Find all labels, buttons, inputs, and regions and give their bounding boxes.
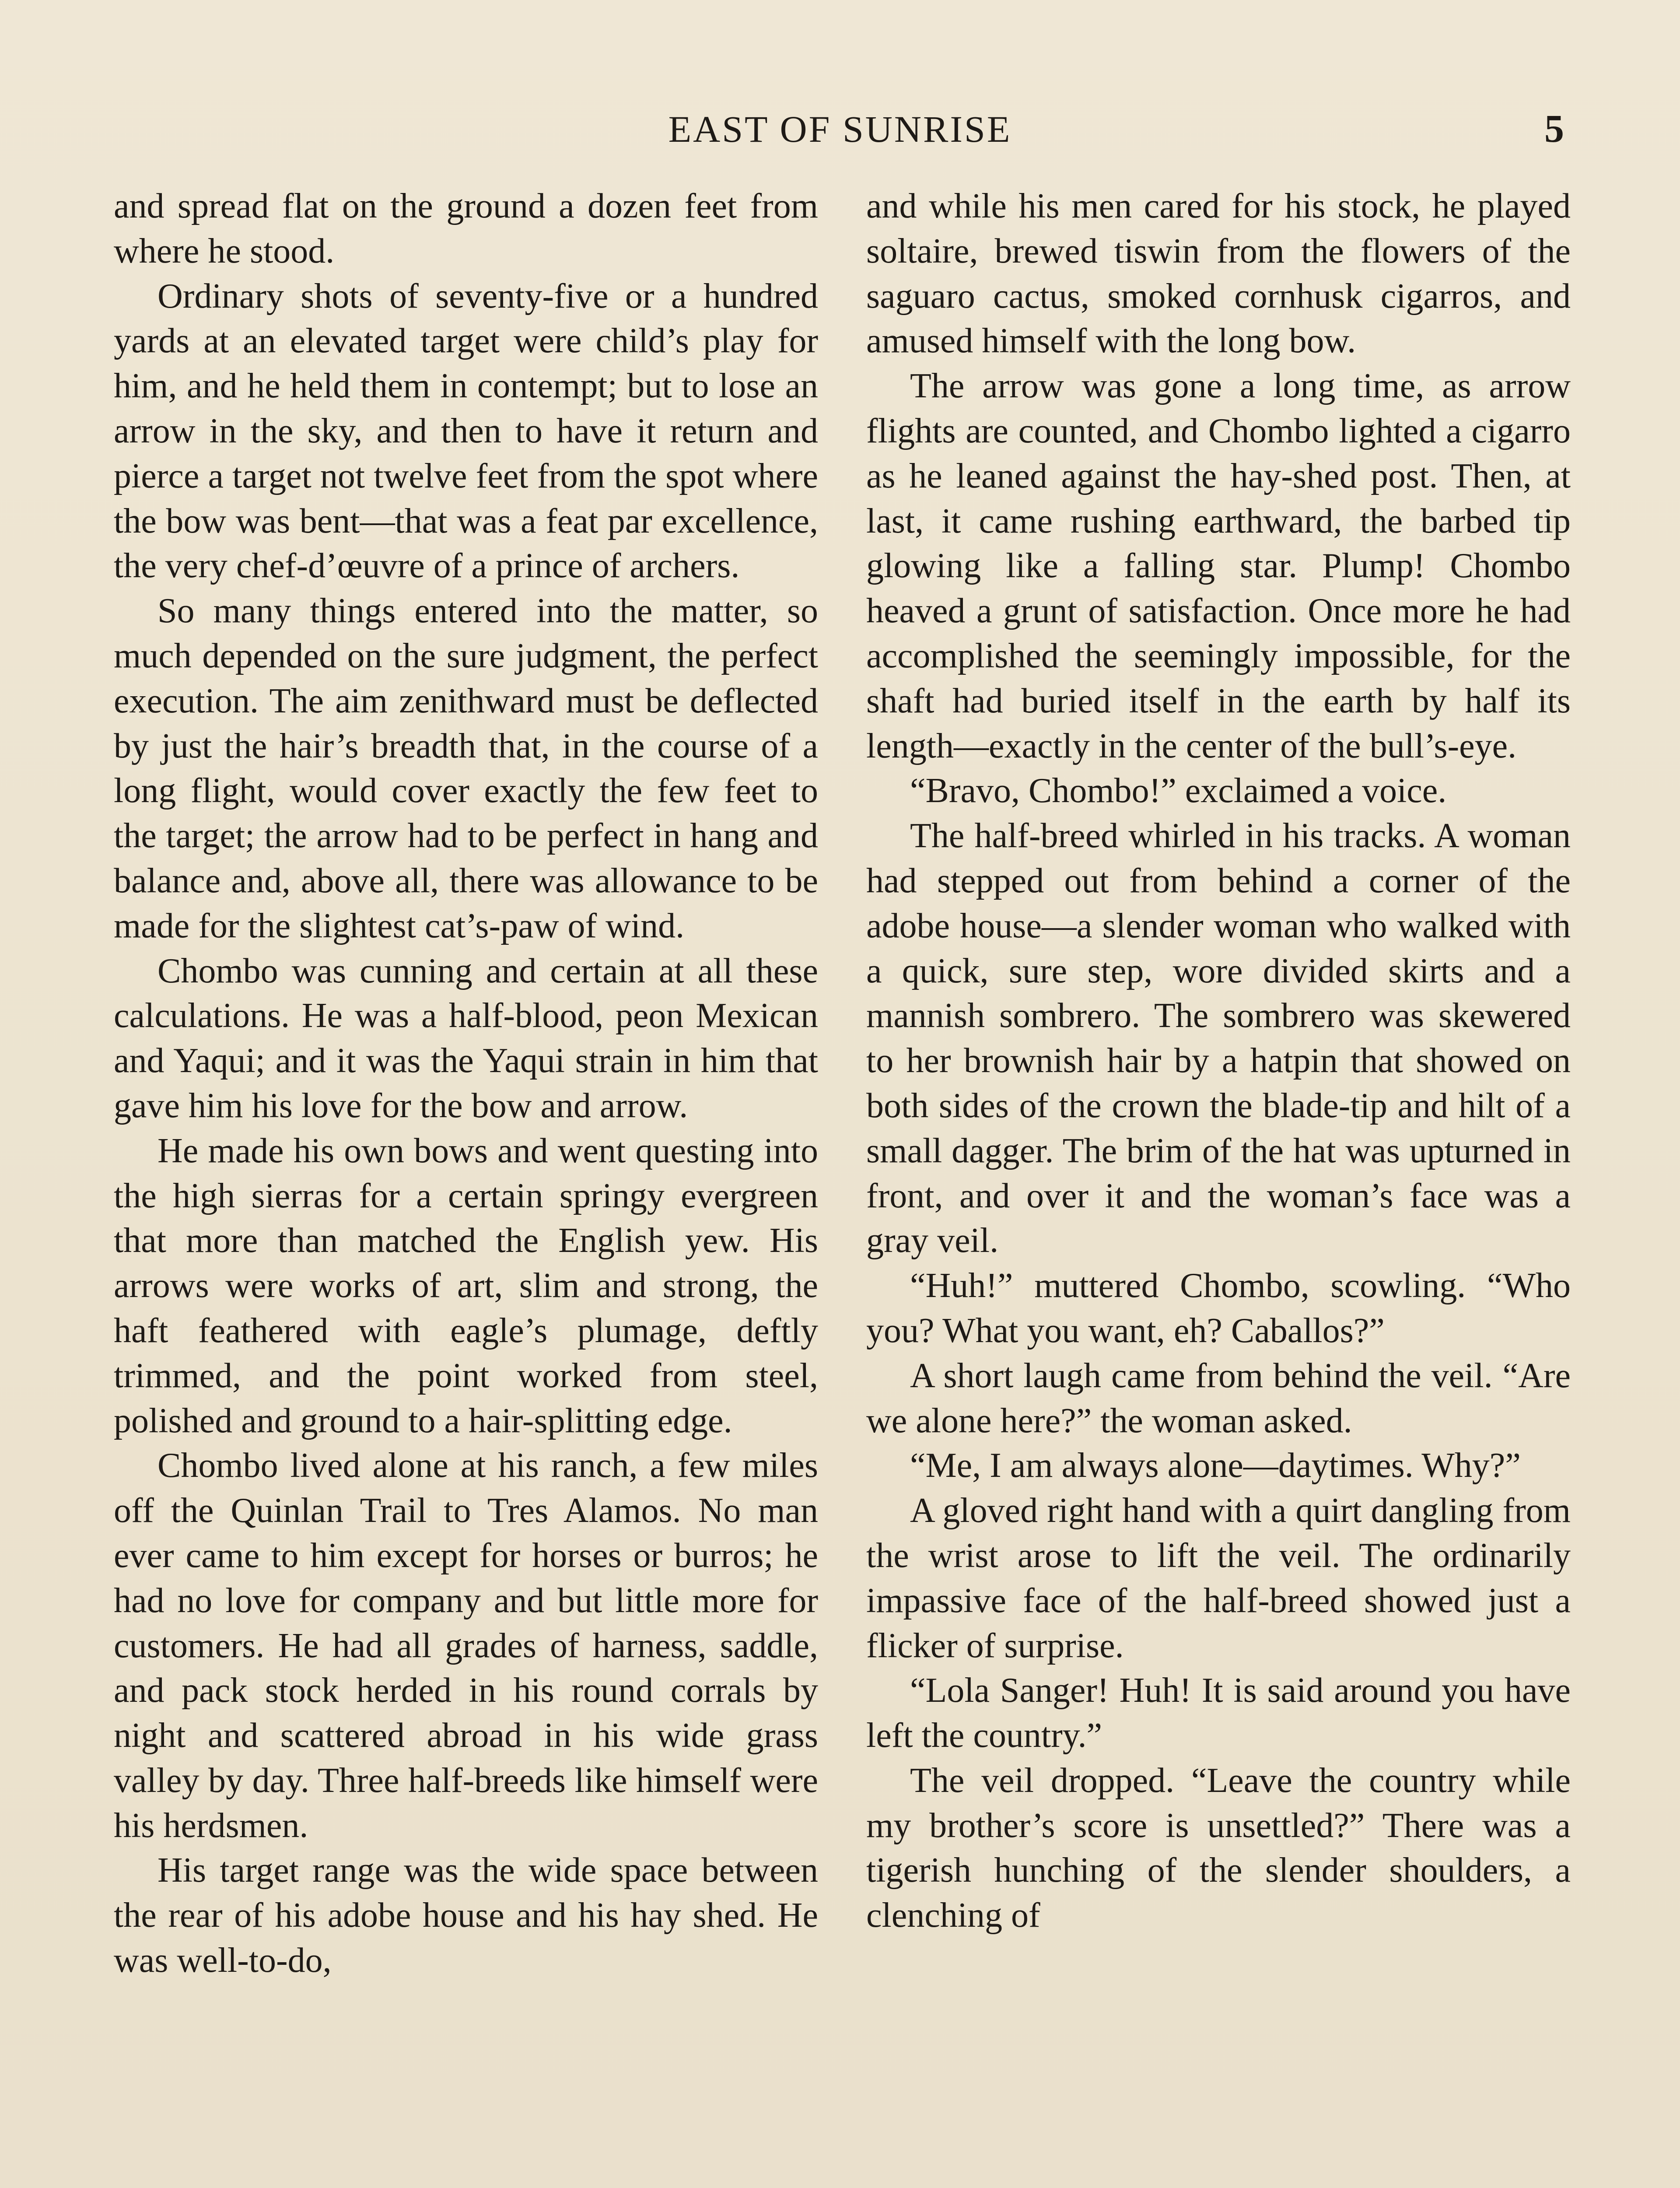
paragraph: A gloved right hand with a quirt dangling from the wrist arose to lift the veil. The ordinarily impassive face of the half-breed showed just a flicker of surprise. <box>866 1491 1571 1665</box>
paragraph: and while his men cared for his stock, he played soltaire, brewed tiswin from the flowers of the saguaro cactus, smoked cornhusk cigarros, and amused himself with the long bow. <box>866 187 1571 361</box>
page-number: 5 <box>1544 107 1564 151</box>
paragraph: A short laugh came from behind the veil. “Are we alone here?” the woman asked. <box>866 1356 1571 1440</box>
paragraph: So many things entered into the matter, so much depended on the sure judgment, the perfect execution. The aim zenithward must be deflected by just the hair’s breadth that, in the course of a long flight, would cover exactly the few feet to the target; the arrow had to be perfect in hang and balance and, above all, there was allowance to be made for the slightest cat’s-paw of wind. <box>114 592 818 945</box>
paragraph: “Huh!” muttered Chombo, scowling. “Who you? What you want, eh? Caballos?” <box>866 1266 1571 1350</box>
paragraph: The arrow was gone a long time, as arrow flights are counted, and Chombo lighted a cigarro as he leaned against the hay-shed post. Then, at last, it came rushing earthward, the barbed tip glowing like a falling star. Plump! Chombo heaved a grunt of satisfaction. Once more he had accomplished the seemingly impossible, for the shaft had buried itself in the earth by half its length—exactly in the center of the bull’s-eye. <box>866 367 1571 765</box>
running-title: EAST OF SUNRISE <box>668 108 1012 150</box>
paragraph: His target range was the wide space between the rear of his adobe house and his hay shed. He was well-to-do, <box>114 1851 818 1980</box>
paragraph: The half-breed whirled in his tracks. A woman had stepped out from behind a corner of the adobe house—a slender woman who walked with a quick, sure step, wore divided skirts and a mannish sombrero. The sombrero was skewered to her brownish hair by a hatpin that showed on both sides of the crown the blade-tip and hilt of a small dagger. The brim of the hat was upturned in front, and over it and the woman’s face was a gray veil. <box>866 817 1571 1260</box>
page-header <box>0 101 1680 158</box>
paragraph: “Me, I am always alone—daytimes. Why?” <box>910 1446 1521 1485</box>
paragraph: Chombo was cunning and certain at all these calculations. He was a half-blood, peon Mexican and Yaqui; and it was the Yaqui strain in him that gave him his love for the bow and arrow. <box>114 951 818 1125</box>
paragraph: “Lola Sanger! Huh! It is said around you have left the country.” <box>866 1671 1571 1755</box>
paragraph: Ordinary shots of seventy-five or a hundred yards at an elevated target were child’s play for him, and he held them in contempt; but to lose an arrow in the sky, and then to have it return and pierce a target not twelve feet from the spot where the bow was bent—that was a feat par excellence, the very chef-d’œuvre of a prince of archers. <box>114 277 818 586</box>
paragraph: and spread flat on the ground a dozen feet from where he stood. <box>114 187 818 270</box>
paragraph: He made his own bows and went questing into the high sierras for a certain springy evergreen that more than matched the English yew. His arrows were works of art, slim and strong, the haft feathered with eagle’s plumage, deftly trimmed, and the point worked from steel, polished and ground to a hair-splitting edge. <box>114 1131 818 1440</box>
left-column <box>114 184 818 1983</box>
paragraph: Chombo lived alone at his ranch, a few miles off the Quinlan Trail to Tres Alamos. No man ever came to him except for horses or burros; he had no love for company and but little more for customers. He had all grades of harness, saddle, and pack stock herded in his round corrals by night and scattered abroad in his wide grass valley by day. Three half-breeds like himself were his herdsmen. <box>114 1446 818 1845</box>
paragraph: The veil dropped. “Leave the country while my brother’s score is unsettled?” There was a tigerish hunching of the slender shoulders, a clenching of <box>866 1761 1571 1935</box>
right-column <box>866 184 1571 1938</box>
paragraph: “Bravo, Chombo!” exclaimed a voice. <box>910 771 1447 810</box>
